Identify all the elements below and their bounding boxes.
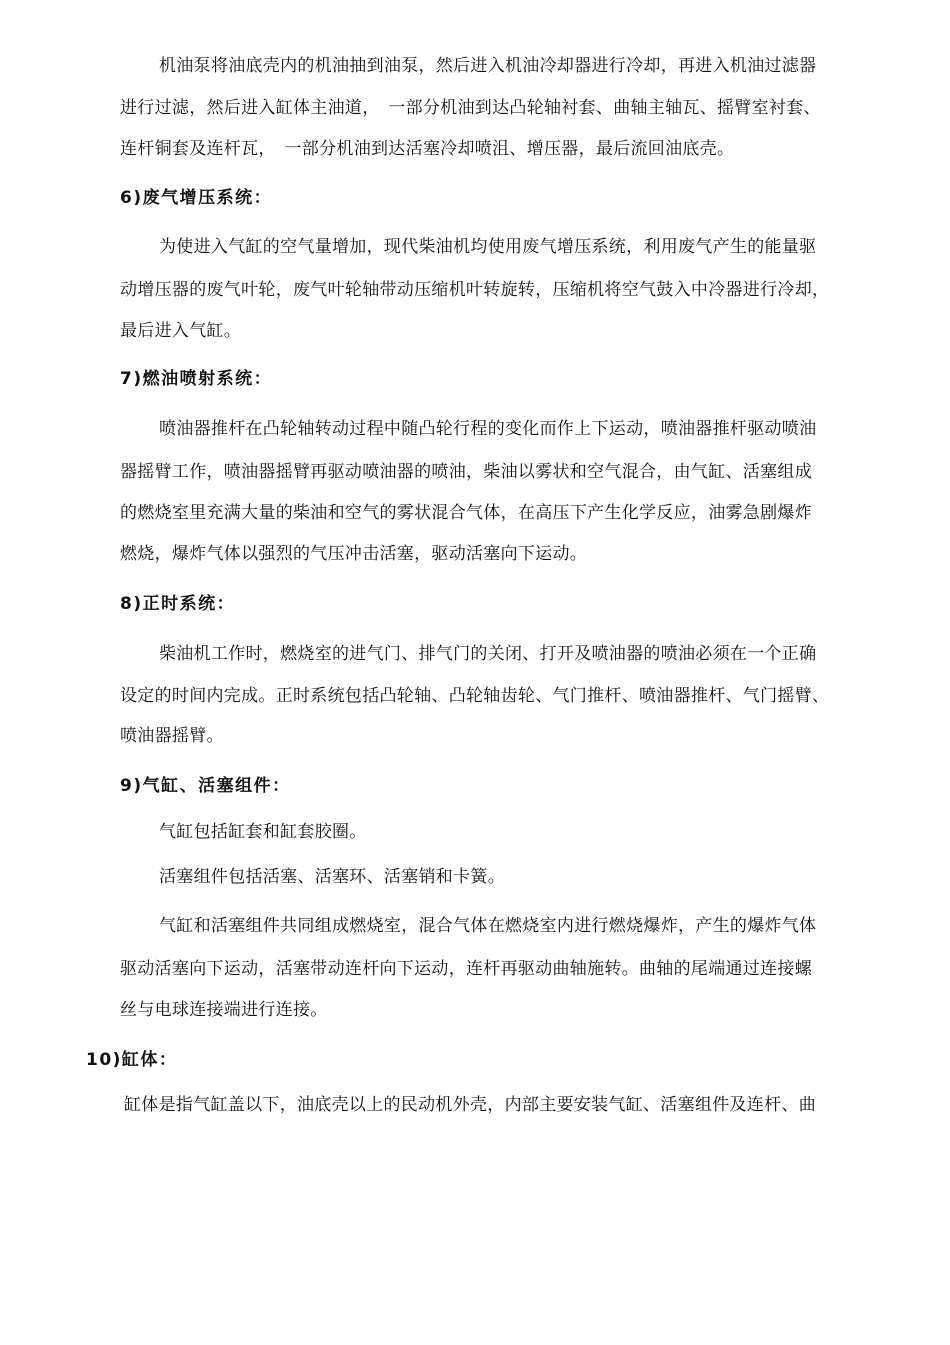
paragraph-line: 缸体是指气缸盖以下，油底壳以上的民动机外壳，内部主要安装气缸、活塞组件及连杆、曲	[124, 1095, 816, 1115]
paragraph-line: 为使进入气缸的空气量增加，现代柴油机均使用废气增压系统，利用废气产生的能量驱	[159, 237, 817, 257]
paragraph-line: 的燃烧室里充满大量的柴油和空气的雾状混合气体，在高压下产生化学反应，油雾急剧爆炸	[120, 503, 812, 523]
section-heading-10: 10)缸体：	[86, 1050, 178, 1070]
paragraph-line: 最后进入气缸。	[120, 321, 242, 341]
paragraph-line: 器摇臂工作，喷油器摇臂再驱动喷油器的喷油，柴油以雾状和空气混合，由气缸、活塞组成	[120, 462, 812, 482]
paragraph-line: 燃烧，爆炸气体以强烈的气压冲击活塞，驱动活塞向下运动。	[120, 544, 588, 564]
section-heading-7: 7)燃油喷射系统：	[120, 369, 273, 389]
paragraph-line: 驱动活塞向下运动，活塞带动连杆向下运动，连杆再驱动曲轴施转。曲轴的尾端通过连接螺	[120, 959, 812, 979]
section-heading-9: 9)气缸、活塞组件：	[120, 776, 291, 796]
paragraph-line: 柴油机工作时，燃烧室的进气门、排气门的关闭、打开及喷油器的喷油必须在一个正确	[159, 644, 817, 664]
paragraph-line: 设定的时间内完成。正时系统包括凸轮轴、凸轮轴齿轮、气门推杆、喷油器推杆、气门摇臂、	[120, 686, 830, 706]
section-heading-8: 8)正时系统：	[120, 594, 236, 614]
paragraph-line: 气缸和活塞组件共同组成燃烧室，混合气体在燃烧室内进行燃烧爆炸，产生的爆炸气体	[159, 916, 817, 936]
paragraph-line: 气缸包括缸套和缸套胶圈。	[159, 822, 367, 842]
paragraph-line: 丝与电球连接端进行连接。	[120, 1000, 328, 1020]
paragraph-line: 机油泵将油底壳内的机油抽到油泵，然后进入机油冷却器进行冷却，再进入机油过滤器	[159, 56, 817, 76]
paragraph-line: 进行过滤，然后进入缸体主油道， 一部分机油到达凸轮轴衬套、曲轴主轴瓦、摇臂室衬套、	[120, 98, 821, 118]
section-heading-6: 6)废气增压系统：	[120, 188, 273, 208]
paragraph-line: 喷油器推杆在凸轮轴转动过程中随凸轮行程的变化而作上下运动，喷油器推杆驱动喷油	[159, 419, 817, 439]
paragraph-line: 活塞组件包括活塞、活塞环、活塞销和卡簧。	[159, 867, 505, 887]
paragraph-line: 喷油器摇臂。	[120, 726, 224, 746]
paragraph-line: 连杆铜套及连杆瓦， 一部分机油到达活塞冷却喷沮、增压器，最后流回油底壳。	[120, 139, 735, 159]
paragraph-line: 动增压器的废气叶轮，废气叶轮轴带动压缩机叶转旋转，压缩机将空气鼓入中冷器进行冷却，	[120, 280, 830, 300]
